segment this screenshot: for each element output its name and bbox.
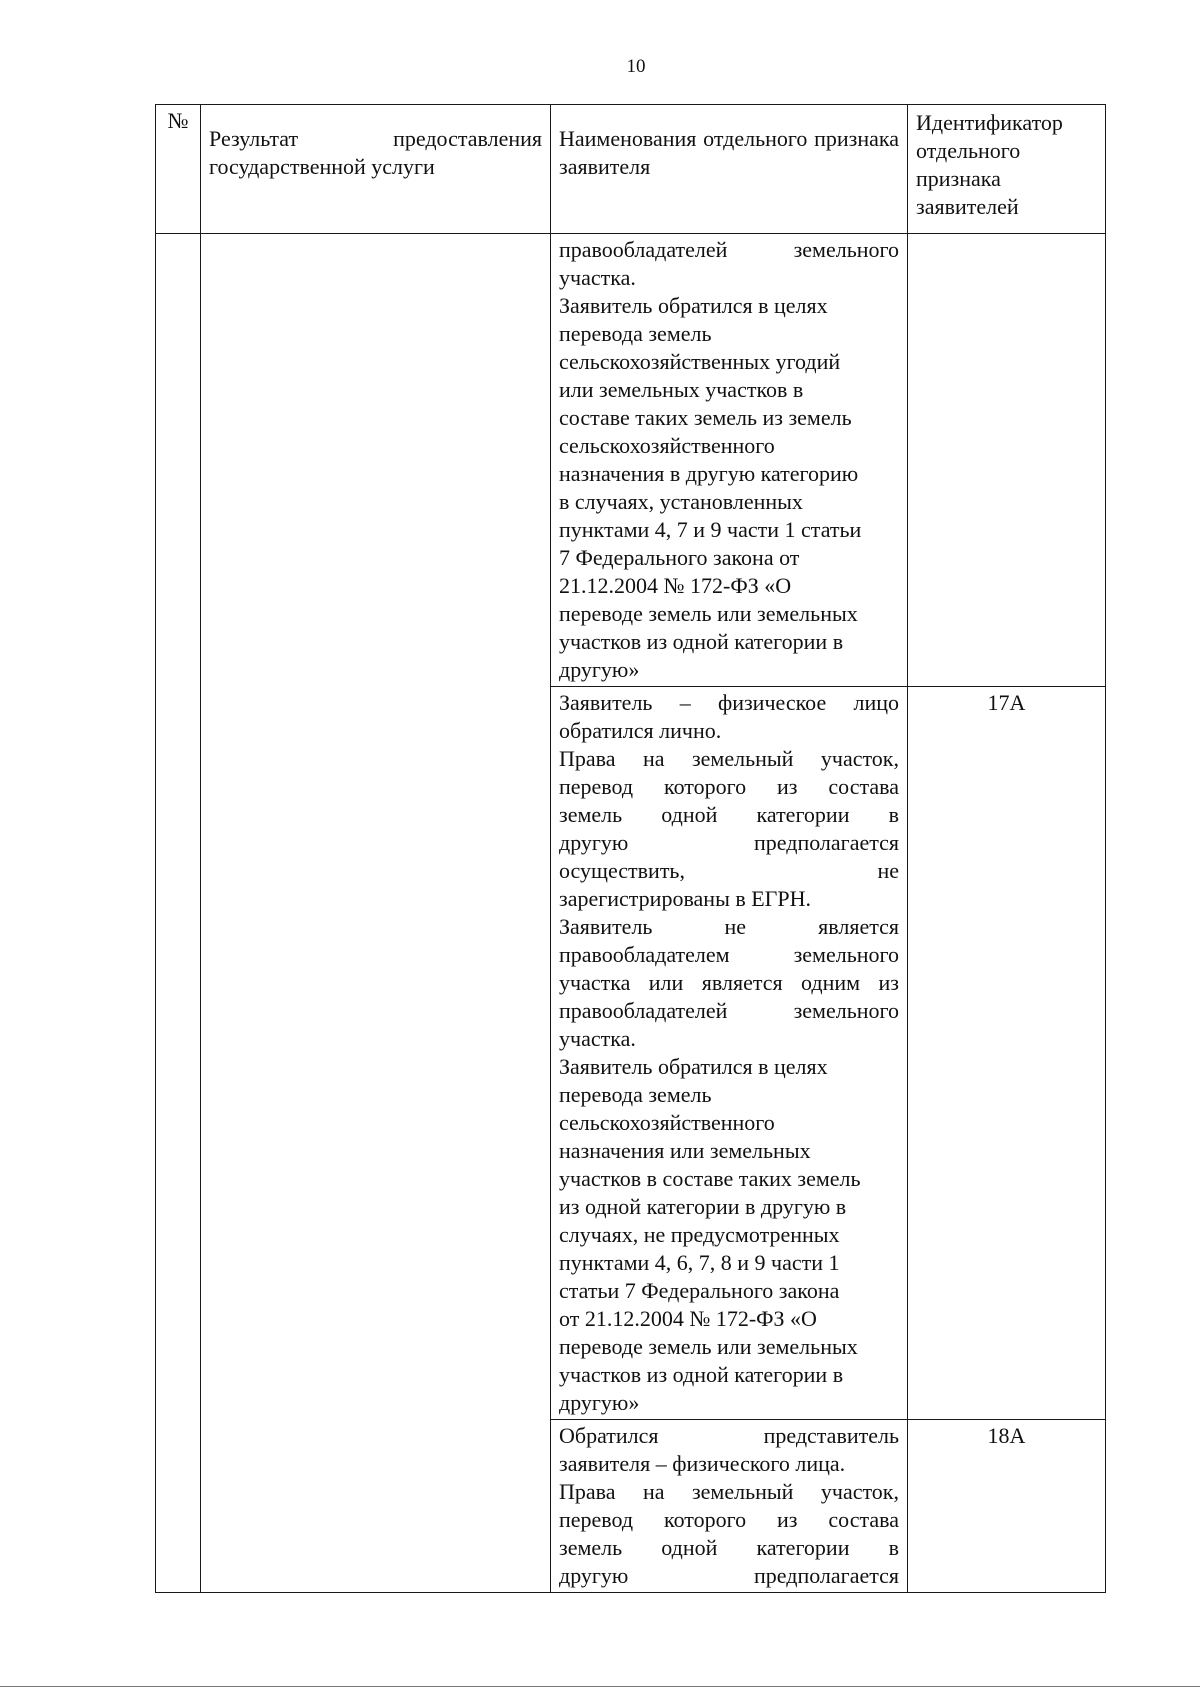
header-criterion-name: Наименования отдельного признака заявителя xyxy=(551,105,908,234)
criterion-line: перевод которого из состава xyxy=(559,1507,899,1532)
criterion-line: Заявитель не является xyxy=(559,914,899,939)
criterion-line: зарегистрированы в ЕГРН. xyxy=(559,886,812,911)
criterion-line: земель одной категории в xyxy=(559,802,899,827)
header-number: № xyxy=(156,105,201,234)
criterion-line: 21.12.2004 № 172-ФЗ «О xyxy=(559,573,792,598)
criterion-line: сельскохозяйственных угодий xyxy=(559,349,841,374)
criterion-line: Обратился представитель xyxy=(559,1423,899,1448)
criterion-line: составе таких земель из земель xyxy=(559,405,852,430)
criterion-line: заявителя – физического лица. xyxy=(559,1451,846,1476)
criterion-line: обратился лично. xyxy=(559,718,722,743)
criterion-line: сельскохозяйственного xyxy=(559,1110,775,1135)
criterion-line: назначения или земельных xyxy=(559,1138,811,1163)
criterion-line: случаях, не предусмотренных xyxy=(559,1222,840,1247)
page-bottom-rule xyxy=(0,1686,1200,1687)
criterion-line: Заявитель обратился в целях xyxy=(559,1054,828,1079)
criterion-line: участка или является одним из xyxy=(559,970,899,995)
criterion-line: переводе земель или земельных xyxy=(559,601,858,626)
criterion-line: правообладателей земельного xyxy=(559,998,899,1023)
criterion-line: Права на земельный участок, xyxy=(559,1479,899,1504)
criterion-line: другую предполагается xyxy=(559,1563,899,1588)
criterion-line: правообладателей земельного xyxy=(559,237,899,262)
table-header-row xyxy=(156,105,1106,234)
applicant-criteria-table xyxy=(155,104,1106,1593)
criterion-line: Заявитель – физическое лицо xyxy=(559,690,899,715)
criterion-line: или земельных участков в xyxy=(559,377,804,402)
criterion-line: от 21.12.2004 № 172-ФЗ «О xyxy=(559,1306,817,1331)
identifier-cell: 18А xyxy=(908,1420,1106,1593)
criterion-line: участков из одной категории в xyxy=(559,1362,844,1387)
criterion-line: пунктами 4, 7 и 9 части 1 статьи xyxy=(559,517,862,542)
criterion-line: сельскохозяйственного xyxy=(559,433,775,458)
criterion-line: переводе земель или земельных xyxy=(559,1334,858,1359)
criterion-line: 7 Федерального закона от xyxy=(559,545,800,570)
criterion-line: в случаях, установленных xyxy=(559,489,803,514)
header-identifier: Идентификатор отдельного признака заявителей xyxy=(908,105,1106,234)
page-number: 10 xyxy=(626,56,646,77)
criterion-line: перевод которого из состава xyxy=(559,774,899,799)
identifier-cell xyxy=(908,234,1106,687)
criterion-cell xyxy=(551,234,908,687)
result-cell xyxy=(201,234,551,1593)
criterion-line: другую» xyxy=(559,1390,640,1415)
criterion-line: участков из одной категории в xyxy=(559,629,844,654)
criterion-line: участка. xyxy=(559,1026,636,1051)
criterion-line: участка. xyxy=(559,265,636,290)
criterion-cell xyxy=(551,1420,908,1593)
number-cell xyxy=(156,234,201,1593)
criterion-line: осуществить, не xyxy=(559,858,899,883)
criterion-line: перевода земель xyxy=(559,1082,712,1107)
criterion-line: назначения в другую категорию xyxy=(559,461,859,486)
criterion-line: из одной категории в другую в xyxy=(559,1194,847,1219)
criterion-line: другую предполагается xyxy=(559,830,899,855)
criterion-line: Права на земельный участок, xyxy=(559,746,899,771)
criterion-line: статьи 7 Федерального закона xyxy=(559,1278,840,1303)
criterion-line: Заявитель обратился в целях xyxy=(559,293,828,318)
header-result: Результат предоставления государственной услуги xyxy=(201,105,551,234)
criterion-line: другую» xyxy=(559,657,640,682)
table-row xyxy=(156,234,1106,687)
criterion-line: правообладателем земельного xyxy=(559,942,899,967)
criterion-cell xyxy=(551,687,908,1420)
criterion-line: пунктами 4, 6, 7, 8 и 9 части 1 xyxy=(559,1250,840,1275)
identifier-cell: 17А xyxy=(908,687,1106,1420)
criterion-line: перевода земель xyxy=(559,321,712,346)
criterion-line: земель одной категории в xyxy=(559,1535,899,1560)
criterion-line: участков в составе таких земель xyxy=(559,1166,861,1191)
